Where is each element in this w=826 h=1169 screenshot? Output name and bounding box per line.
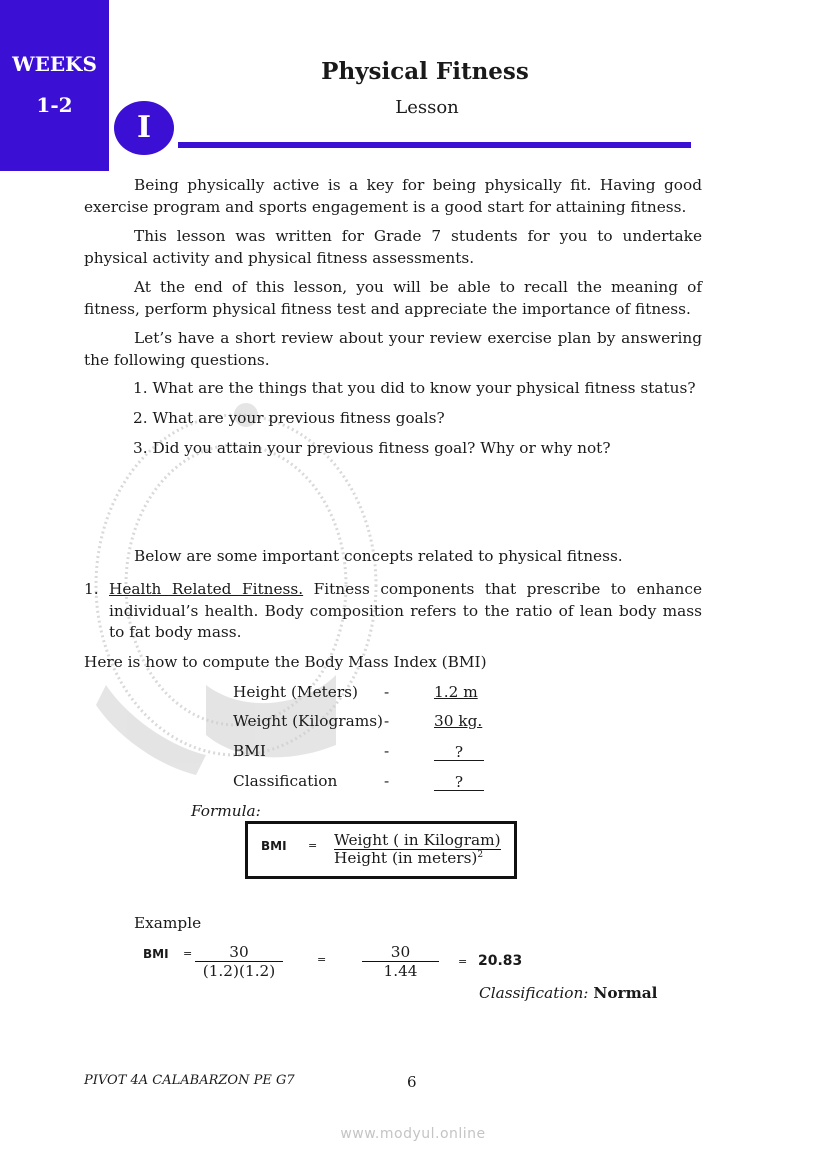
review-question-3: 3. Did you attain your previous fitness goal? Why or why not? [133,439,611,457]
weeks-banner [0,0,109,171]
example-equals-1: = [183,947,193,960]
example-numerator-2: 30 [362,944,439,962]
bmi-intro: Here is how to compute the Body Mass Index (BMI) [84,653,487,671]
review-question-2: 2. What are your previous fitness goals? [133,409,445,427]
bmi-row-value-classification: ? [434,774,484,791]
concept-definition: Fitness components that prescribe to enhance individual’s health. Body composition refers to the ratio of lean body mass to fat body mass. [109,580,702,641]
footer-source: PIVOT 4A CALABARZON PE G7 [84,1073,295,1088]
page-number: 6 [407,1073,417,1091]
intro-paragraph-3: At the end of this lesson, you will be able to recall the meaning of fitness, perform physical fitness test and appreciate the importance of fitness. [84,278,702,318]
example-result: 20.83 [478,953,523,969]
example-equals-2: = [317,953,327,966]
intro-paragraph-1: Being physically active is a key for being physically fit. Having good exercise program and sports engagement is a good start for attaining fitness. [84,176,702,216]
concept-number: 1. [84,580,99,598]
formula-denominator [334,849,483,867]
formula-bmi-label: BMI [261,839,287,853]
example-denominator-2: 1.44 [383,962,418,980]
site-watermark: www.modyul.online [340,1126,486,1142]
intro-paragraph-2: This lesson was written for Grade 7 students for you to undertake physical activity and physical fitness assessments. [84,227,702,267]
concepts-intro: Below are some important concepts related to physical fitness. [134,547,623,565]
bmi-row-value-height: 1.2 m [434,683,478,701]
weeks-label: WEEKS [12,52,97,76]
concept-term: Health Related Fitness. [109,580,304,598]
bmi-row-dash: - [384,683,390,701]
formula-denominator-text: Height (in meters) [334,849,478,867]
formula-equals: = [308,839,318,852]
example-classification [479,984,658,1002]
review-question-1: 1. What are the things that you did to know your physical fitness status? [133,379,696,397]
bmi-row-label-height: Height (Meters) [233,683,358,701]
bmi-row-value-weight: 30 kg. [434,712,483,730]
classification-label: Classification: [479,984,589,1002]
intro-paragraph-4: Let’s have a short review about your review exercise plan by answering the following questions. [84,329,702,369]
bmi-row-label-weight: Weight (Kilograms) [233,712,384,730]
example-label: Example [134,914,202,932]
title-divider [178,142,691,148]
classification-value: Normal [593,984,658,1002]
section-numeral-badge: I [114,101,174,155]
formula-exponent: 2 [477,849,484,860]
formula-label: Formula: [191,802,261,820]
formula-numerator: Weight ( in Kilogram) [334,831,501,849]
page-title: Physical Fitness [321,58,529,85]
bmi-row-label-classification: Classification [233,772,338,790]
bmi-row-value-bmi: ? [434,744,484,761]
bmi-row-dash: - [384,742,390,760]
concept-text-block [109,579,702,644]
example-denominator-1: (1.2)(1.2) [202,962,276,980]
example-numerator-1: 30 [195,944,283,962]
weeks-number: 1-2 [36,93,73,117]
example-equals-3: = [458,955,468,968]
bmi-row-dash: - [384,712,390,730]
bmi-row-label-bmi: BMI [233,742,266,760]
bmi-row-dash: - [384,772,390,790]
page-subtitle: Lesson [395,97,459,118]
example-bmi-label: BMI [143,947,169,961]
